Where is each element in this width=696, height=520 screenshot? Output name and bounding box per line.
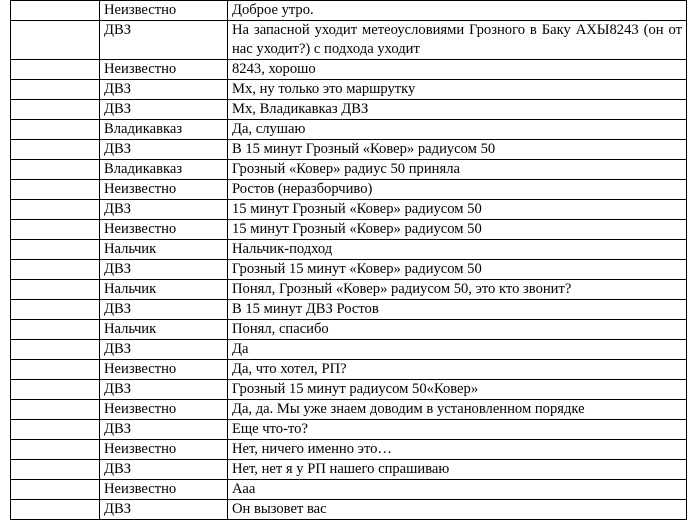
blank-cell	[11, 260, 100, 280]
blank-cell	[11, 21, 100, 60]
blank-cell	[11, 160, 100, 180]
utterance-cell: Да	[228, 340, 687, 360]
utterance-cell: Да, да. Мы уже знаем доводим в установленном порядке	[228, 400, 687, 420]
speaker-cell: Неизвестно	[100, 400, 228, 420]
table-row	[11, 160, 687, 180]
speaker-cell: Неизвестно	[100, 180, 228, 200]
blank-cell	[11, 480, 100, 500]
table-row	[11, 260, 687, 280]
speaker-cell: Владикавказ	[100, 160, 228, 180]
table-row	[11, 500, 687, 520]
utterance-cell: Понял, Грозный «Ковер» радиусом 50, это кто звонит?	[228, 280, 687, 300]
speaker-cell: ДВЗ	[100, 80, 228, 100]
speaker-cell: Нальчик	[100, 280, 228, 300]
speaker-cell: Владикавказ	[100, 120, 228, 140]
blank-cell	[11, 280, 100, 300]
table-row	[11, 400, 687, 420]
blank-cell	[11, 300, 100, 320]
blank-cell	[11, 400, 100, 420]
blank-cell	[11, 500, 100, 520]
utterance-cell: Грозный 15 минут «Ковер» радиусом 50	[228, 260, 687, 280]
speaker-cell: Нальчик	[100, 240, 228, 260]
blank-cell	[11, 440, 100, 460]
table-row	[11, 280, 687, 300]
speaker-cell: ДВЗ	[100, 21, 228, 60]
table-row	[11, 420, 687, 440]
table-row	[11, 80, 687, 100]
blank-cell	[11, 340, 100, 360]
utterance-cell: В 15 минут Грозный «Ковер» радиусом 50	[228, 140, 687, 160]
table-row	[11, 140, 687, 160]
speaker-cell: ДВЗ	[100, 200, 228, 220]
utterance-cell: Еще что-то?	[228, 420, 687, 440]
utterance-cell: Ростов (неразборчиво)	[228, 180, 687, 200]
utterance-cell: Да, что хотел, РП?	[228, 360, 687, 380]
utterance-cell: Грозный 15 минут радиусом 50«Ковер»	[228, 380, 687, 400]
blank-cell	[11, 200, 100, 220]
blank-cell	[11, 180, 100, 200]
utterance-cell: Мх, Владикавказ ДВЗ	[228, 100, 687, 120]
table-row	[11, 320, 687, 340]
table-row	[11, 180, 687, 200]
table-row	[11, 440, 687, 460]
blank-cell	[11, 120, 100, 140]
blank-cell	[11, 380, 100, 400]
utterance-cell: Понял, спасибо	[228, 320, 687, 340]
speaker-cell: Неизвестно	[100, 1, 228, 21]
utterance-cell: Мх, ну только это маршрутку	[228, 80, 687, 100]
blank-cell	[11, 360, 100, 380]
speaker-cell: Неизвестно	[100, 220, 228, 240]
blank-cell	[11, 60, 100, 80]
speaker-cell: ДВЗ	[100, 340, 228, 360]
table-row	[11, 240, 687, 260]
transcript-body	[11, 1, 687, 520]
table-row	[11, 120, 687, 140]
table-row	[11, 220, 687, 240]
table-row	[11, 1, 687, 21]
transcript-table	[10, 0, 687, 520]
table-row	[11, 380, 687, 400]
blank-cell	[11, 420, 100, 440]
speaker-cell: Неизвестно	[100, 360, 228, 380]
speaker-cell: ДВЗ	[100, 380, 228, 400]
table-row	[11, 60, 687, 80]
speaker-cell: Неизвестно	[100, 480, 228, 500]
utterance-cell: Нальчик-подход	[228, 240, 687, 260]
blank-cell	[11, 320, 100, 340]
blank-cell	[11, 1, 100, 21]
utterance-cell: Он вызовет вас	[228, 500, 687, 520]
table-row	[11, 360, 687, 380]
utterance-cell: Грозный «Ковер» радиус 50 приняла	[228, 160, 687, 180]
table-row	[11, 480, 687, 500]
utterance-cell: 15 минут Грозный «Ковер» радиусом 50	[228, 200, 687, 220]
table-row	[11, 460, 687, 480]
blank-cell	[11, 100, 100, 120]
table-row	[11, 340, 687, 360]
blank-cell	[11, 240, 100, 260]
speaker-cell: Нальчик	[100, 320, 228, 340]
blank-cell	[11, 220, 100, 240]
speaker-cell: ДВЗ	[100, 300, 228, 320]
speaker-cell: Неизвестно	[100, 440, 228, 460]
utterance-cell: В 15 минут ДВЗ Ростов	[228, 300, 687, 320]
table-row	[11, 200, 687, 220]
utterance-cell: Нет, нет я у РП нашего спрашиваю	[228, 460, 687, 480]
utterance-cell: Ааа	[228, 480, 687, 500]
utterance-cell: Доброе утро.	[228, 1, 687, 21]
speaker-cell: ДВЗ	[100, 460, 228, 480]
speaker-cell: ДВЗ	[100, 420, 228, 440]
table-row	[11, 100, 687, 120]
table-row	[11, 21, 687, 60]
table-row	[11, 300, 687, 320]
utterance-cell: Да, слушаю	[228, 120, 687, 140]
speaker-cell: ДВЗ	[100, 100, 228, 120]
speaker-cell: ДВЗ	[100, 260, 228, 280]
utterance-cell: Нет, ничего именно это…	[228, 440, 687, 460]
blank-cell	[11, 140, 100, 160]
utterance-cell: На запасной уходит метеоусловиями Грозного в Баку АХЫ8243 (он от нас уходит?) с подхода уходит	[228, 21, 687, 60]
speaker-cell: Неизвестно	[100, 60, 228, 80]
utterance-cell: 15 минут Грозный «Ковер» радиусом 50	[228, 220, 687, 240]
blank-cell	[11, 80, 100, 100]
blank-cell	[11, 460, 100, 480]
utterance-cell: 8243, хорошо	[228, 60, 687, 80]
speaker-cell: ДВЗ	[100, 500, 228, 520]
speaker-cell: ДВЗ	[100, 140, 228, 160]
